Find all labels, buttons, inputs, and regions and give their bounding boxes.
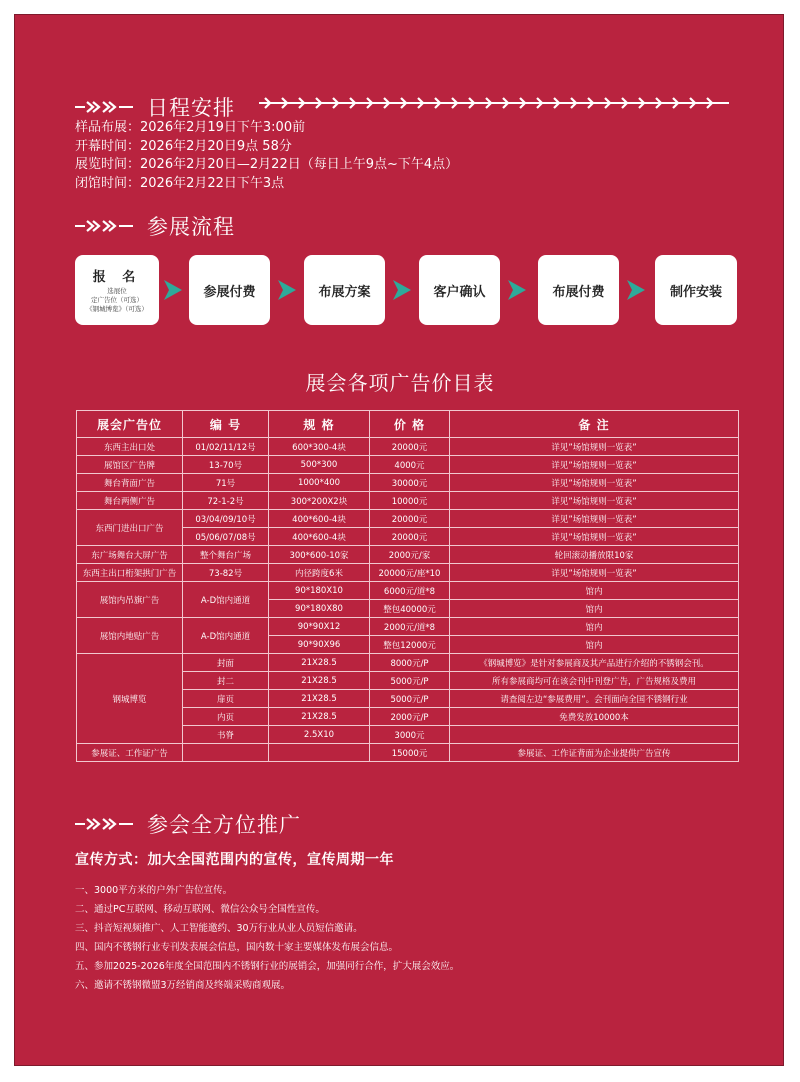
list-item: 五、参加2025-2026年度全国范围内不锈钢行业的展销会，加强同行合作，扩大展会效应。	[75, 961, 460, 972]
cell-place: 舞台两侧广告	[77, 492, 183, 510]
table-row	[77, 456, 739, 474]
cell-code: 封面	[183, 654, 269, 672]
promotion-title: 参会全方位推广	[147, 813, 301, 837]
cell-note: 详见”场馆规则一览表”	[450, 492, 739, 510]
flow-step: 布展方案	[304, 255, 385, 325]
cell-spec: 400*600-4块	[269, 510, 370, 528]
cell-code: A-D馆内通道	[183, 582, 269, 618]
cell-spec: 600*300-4块	[269, 438, 370, 456]
chevron-right-icon	[627, 280, 645, 300]
table-header-row	[77, 411, 739, 438]
flow-step: 布展付费	[538, 255, 619, 325]
cell-price: 整包12000元	[370, 636, 450, 654]
schedule-title: 日程安排	[147, 96, 235, 120]
cell-code: 封二	[183, 672, 269, 690]
table-row	[77, 474, 739, 492]
cell-spec: 21X28.5	[269, 672, 370, 690]
ornament-icon	[75, 101, 133, 113]
cell-spec: 300*600-10家	[269, 546, 370, 564]
cell-note: 免费发放10000本	[450, 708, 739, 726]
schedule-item: 样品布展：2026年2月19日下午3:00前	[75, 120, 306, 135]
cell-spec	[269, 744, 370, 762]
cell-code: 书脊	[183, 726, 269, 744]
cell-price: 6000元/道*8	[370, 582, 450, 600]
promotion-list	[75, 881, 459, 995]
cell-price: 8000元/P	[370, 654, 450, 672]
schedule-item: 闭馆时间：2026年2月22日下午3点	[75, 175, 285, 191]
cell-place: 展馆内地贴广告	[77, 618, 183, 654]
cell-code: 扉页	[183, 690, 269, 708]
schedule-item: 开幕时间：2026年2月20日9点 58分	[75, 138, 292, 154]
table-row	[77, 546, 739, 564]
cell-code: 05/06/07/08号	[183, 528, 269, 546]
cell-spec: 内径跨度6米	[269, 564, 370, 582]
cell-price: 整包40000元	[370, 600, 450, 618]
cell-code: 72-1-2号	[183, 492, 269, 510]
cell-note: 详见”场馆规则一览表”	[450, 438, 739, 456]
list-item: 三、抖音短视频推广、人工智能邀约、30万行业从业人员短信邀请。	[75, 923, 363, 934]
cell-place: 舞台背面广告	[77, 474, 183, 492]
cell-note: 详见”场馆规则一览表”	[450, 456, 739, 474]
cell-note: 详见”场馆规则一览表”	[450, 474, 739, 492]
cell-place: 参展证、工作证广告	[77, 744, 183, 762]
schedule-item: 展览时间：2026年2月20日—2月22日（每日上午9点~下午4点）	[75, 157, 459, 172]
cell-spec: 2.5X10	[269, 726, 370, 744]
table-row	[77, 492, 739, 510]
cell-price: 10000元	[370, 492, 450, 510]
cell-code: 73-82号	[183, 564, 269, 582]
cell-price: 3000元	[370, 726, 450, 744]
table-row	[77, 744, 739, 762]
table-row	[77, 654, 739, 672]
cell-note	[450, 726, 739, 744]
chevron-right-icon	[508, 280, 526, 300]
cell-spec: 300*200X2块	[269, 492, 370, 510]
cell-spec: 21X28.5	[269, 708, 370, 726]
column-header: 展会广告位	[77, 411, 183, 438]
cell-price: 4000元	[370, 456, 450, 474]
list-item: 四、国内不锈钢行业专刊发表展会信息，国内数十家主要媒体发布展会信息。	[75, 942, 399, 953]
cell-price: 15000元	[370, 744, 450, 762]
ornament-icon	[75, 818, 133, 830]
table-row	[77, 618, 739, 636]
cell-spec: 90*90X12	[269, 618, 370, 636]
cell-note: 《钢城博览》是针对参展商及其产品进行介绍的不锈钢会刊。	[450, 654, 739, 672]
cell-code: 整个舞台广场	[183, 546, 269, 564]
column-header: 规 格	[269, 411, 370, 438]
cell-note: 详见”场馆规则一览表”	[450, 510, 739, 528]
table-row	[77, 564, 739, 582]
cell-place: 东西门进出口广告	[77, 510, 183, 546]
cell-price: 30000元	[370, 474, 450, 492]
cell-spec: 21X28.5	[269, 690, 370, 708]
cell-code: 13-70号	[183, 456, 269, 474]
cell-place: 钢城博览	[77, 654, 183, 744]
cell-place: 展馆区广告牌	[77, 456, 183, 474]
ornament-line-icon	[259, 96, 729, 110]
cell-note: 参展证、工作证背面为企业提供广告宣传	[450, 744, 739, 762]
cell-code	[183, 744, 269, 762]
process-flow	[75, 255, 739, 327]
cell-note: 馆内	[450, 600, 739, 618]
cell-spec: 90*90X96	[269, 636, 370, 654]
cell-price: 2000元/道*8	[370, 618, 450, 636]
process-heading	[75, 211, 235, 241]
column-header: 价 格	[370, 411, 450, 438]
cell-place: 东西主出口处	[77, 438, 183, 456]
cell-note: 详见”场馆规则一览表”	[450, 564, 739, 582]
table-row	[77, 438, 739, 456]
cell-price: 20000元	[370, 528, 450, 546]
cell-price: 5000元/P	[370, 690, 450, 708]
flow-step-register	[75, 255, 159, 325]
table-row	[77, 582, 739, 600]
promotion-heading	[75, 809, 301, 839]
cell-price: 20000元	[370, 438, 450, 456]
schedule-list	[75, 119, 458, 193]
cell-spec: 1000*400	[269, 474, 370, 492]
chevron-right-icon	[164, 280, 182, 300]
flow-step: 客户确认	[419, 255, 500, 325]
cell-note: 轮回滚动播放限10家	[450, 546, 739, 564]
cell-code: 内页	[183, 708, 269, 726]
promotion-subtitle: 宣传方式：加大全国范围内的宣传，宣传周期一年	[75, 852, 394, 868]
table-title: 展会各项广告价目表	[305, 371, 495, 395]
cell-code: A-D馆内通道	[183, 618, 269, 654]
cell-price: 20000元/座*10	[370, 564, 450, 582]
table-row	[77, 510, 739, 528]
price-table	[76, 410, 739, 762]
cell-spec: 21X28.5	[269, 654, 370, 672]
cell-place: 展馆内吊旗广告	[77, 582, 183, 618]
cell-spec: 400*600-4块	[269, 528, 370, 546]
column-header: 备 注	[450, 411, 739, 438]
list-item: 六、邀请不锈钢微盟3万经销商及终端采购商观展。	[75, 980, 291, 991]
column-header: 编 号	[183, 411, 269, 438]
ornament-icon	[75, 220, 133, 232]
cell-note: 馆内	[450, 636, 739, 654]
cell-note: 馆内	[450, 618, 739, 636]
brochure-page	[14, 14, 784, 1066]
chevron-right-icon	[393, 280, 411, 300]
cell-spec: 90*180X80	[269, 600, 370, 618]
flow-step-sub: 选展位	[107, 287, 127, 295]
cell-code: 71号	[183, 474, 269, 492]
flow-step-title: 报 名	[92, 270, 142, 285]
flow-step: 制作安装	[655, 255, 737, 325]
cell-price: 5000元/P	[370, 672, 450, 690]
cell-note: 馆内	[450, 582, 739, 600]
cell-code: 01/02/11/12号	[183, 438, 269, 456]
cell-note: 请查阅左边“参展费用”。会刊面向全国不锈钢行业	[450, 690, 739, 708]
process-title: 参展流程	[147, 215, 235, 239]
cell-code: 03/04/09/10号	[183, 510, 269, 528]
flow-step: 参展付费	[189, 255, 270, 325]
chevron-right-icon	[278, 280, 296, 300]
cell-price: 2000元/家	[370, 546, 450, 564]
cell-price: 20000元	[370, 510, 450, 528]
list-item: 一、3000平方米的户外广告位宣传。	[75, 885, 233, 896]
cell-price: 2000元/P	[370, 708, 450, 726]
cell-note: 详见”场馆规则一览表”	[450, 528, 739, 546]
list-item: 二、通过PC互联网、移动互联网、微信公众号全国性宣传。	[75, 904, 325, 915]
cell-place: 东西主出口桁架拱门广告	[77, 564, 183, 582]
flow-step-sub: 《钢城博览》（可选）	[86, 305, 148, 313]
flow-step-sub: 定广告位（可选）	[91, 296, 143, 304]
cell-spec: 500*300	[269, 456, 370, 474]
cell-note: 所有参展商均可在该会刊中刊登广告，广告规格及费用	[450, 672, 739, 690]
cell-spec: 90*180X10	[269, 582, 370, 600]
cell-place: 东广场舞台大屏广告	[77, 546, 183, 564]
schedule-heading	[75, 92, 235, 122]
